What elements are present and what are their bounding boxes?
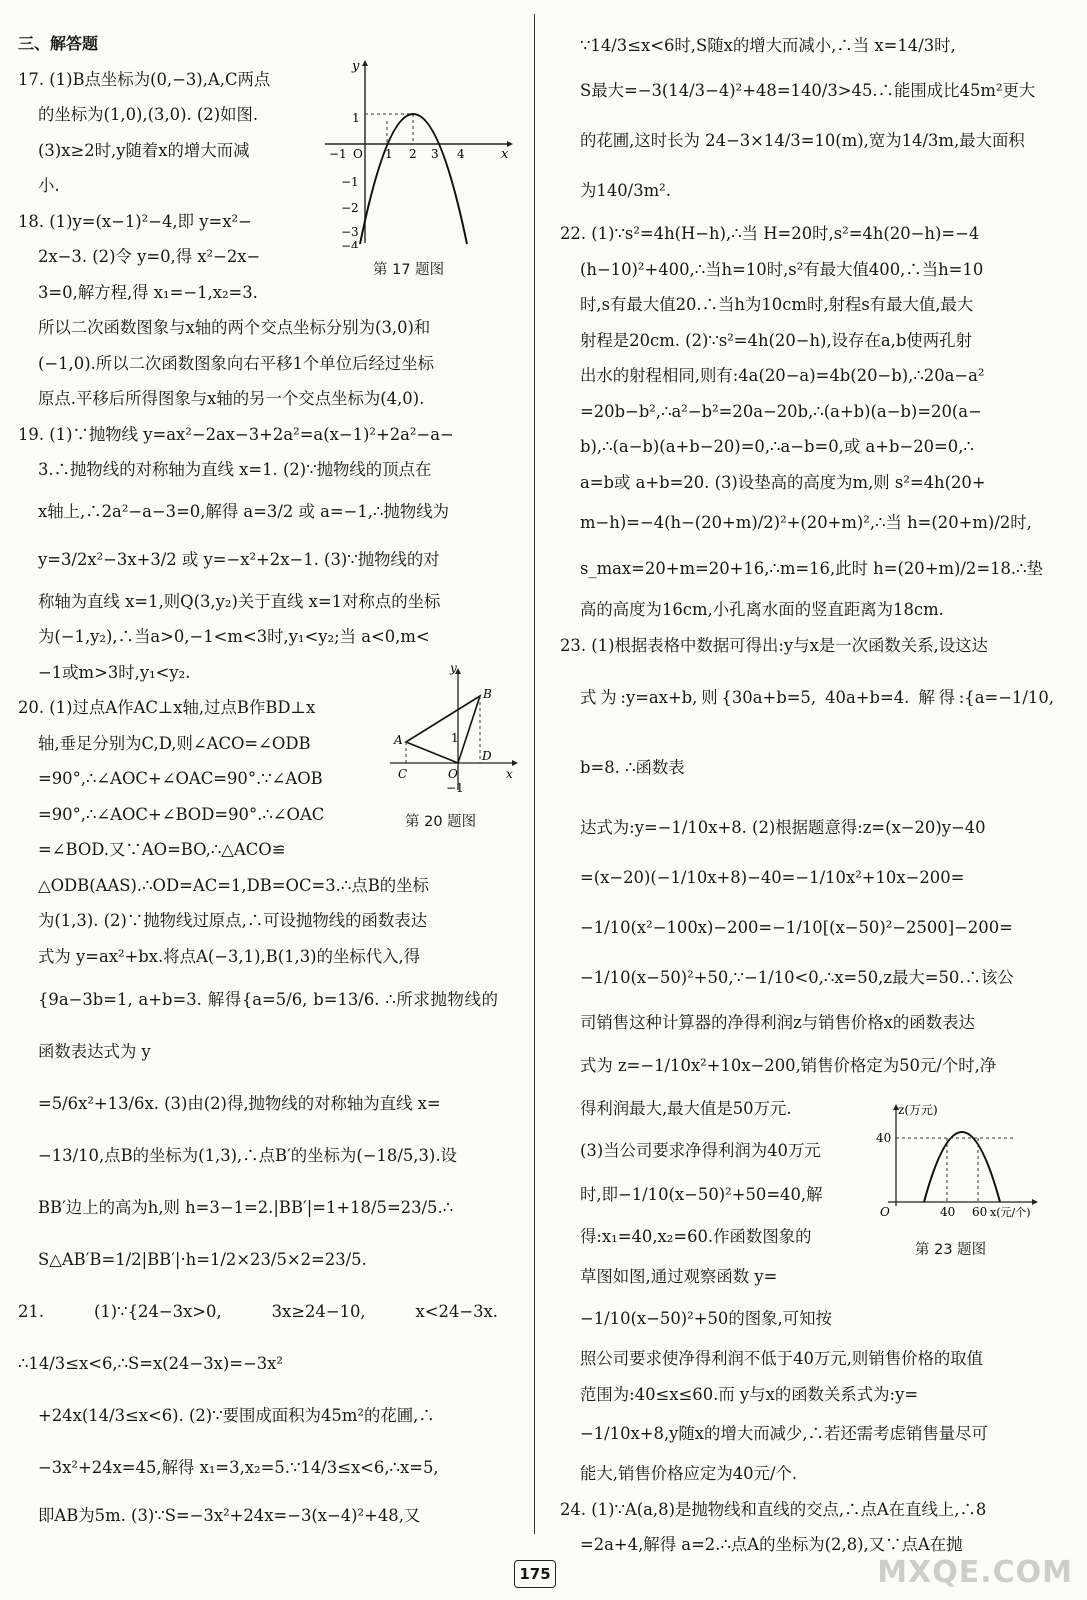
q17-line4: 小. — [38, 176, 60, 195]
f20-label-x: x — [506, 767, 513, 781]
q22-line8: a=b或 a+b=20. (3)设垫高的高度为m,则 s²=4h(20+ — [580, 472, 986, 492]
q18-line4: 所以二次函数图象与x轴的两个交点坐标分别为(3,0)和 — [38, 318, 431, 337]
f23-ylabel: z(万元) — [898, 1103, 938, 1117]
q24-line1: 24. (1)∵A(a,8)是抛物线和直线的交点,∴点A在直线上,∴8 — [560, 1499, 987, 1519]
figure-23-caption: 第 23 题图 — [915, 1242, 987, 1258]
q23-line15: 照公司要求使净得利润不低于40万元,则销售价格的取值 — [580, 1349, 984, 1368]
f17-tick-y-m4: −4 — [341, 239, 359, 248]
r-line3: 的花圃,这时长为 24−3×14/3=10(m),宽为14/3m,最大面积 — [580, 131, 1025, 150]
f23-x40: 40 — [940, 1205, 956, 1219]
q23-line14: −1/10(x−50)²+50的图象,可知按 — [580, 1309, 832, 1328]
q19-line2: 3.∴抛物线的对称轴为直线 x=1. (2)∵抛物线的顶点在 — [38, 460, 432, 479]
figure-20-caption: 第 20 题图 — [405, 814, 477, 830]
q22-line9: m−h)=−4(h−(20+m)/2)²+(20+m)²,∴当 h=(20+m)/2时, — [580, 513, 1032, 532]
figure-17-caption: 第 17 题图 — [373, 262, 445, 278]
q22-line3: 时,s有最大值20.∴当h为10cm时,射程s有最大值,最大 — [580, 295, 974, 314]
f17-tick-x2: 2 — [409, 147, 417, 161]
r-line4: 为140/3m². — [580, 181, 671, 200]
q18-line1: 18. (1)y=(x−1)²−4,即 y=x²− — [18, 211, 252, 231]
q21-line2: +24x(14/3≤x<6). (2)∵要围成面积为45m²的花圃,∴ — [38, 1406, 435, 1425]
q19-line4: y=3/2x²−3x+3/2 或 y=−x²+2x−1. (3)∵抛物线的对 — [38, 549, 440, 569]
figure-17-graph — [325, 58, 515, 248]
q22-line10: s_max=20+m=20+16,∴m=16,此时 h=(20+m)/2=18.∴垫 — [580, 559, 1043, 578]
q17-line3: (3)x≥2时,y随着x的增大而减 — [38, 140, 250, 160]
q20-line8: 式为 y=ax²+bx.将点A(−3,1),B(1,3)的坐标代入,得 — [38, 946, 421, 966]
q18-line3: 3=0,解方程,得 x₁=−1,x₂=3. — [38, 282, 258, 302]
q23-line10: (3)当公司要求净得利润为40万元 — [580, 1141, 821, 1160]
q23-line9: 得利润最大,最大值是50万元. — [580, 1099, 792, 1118]
figure-23-graph — [872, 1102, 1052, 1222]
q22-line11: 高的高度为16cm,小孔离水面的竖直距离为18cm. — [580, 600, 944, 619]
q19-line7: −1或m>3时,y₁<y₂. — [38, 662, 191, 682]
q23-line3: 达式为:y=−1/10x+8. (2)根据题意得:z=(x−20)y−40 — [580, 818, 986, 837]
q20-line2: 轴,垂足分别为C,D,则∠ACO=∠ODB — [38, 733, 311, 753]
f20-label-a: A — [394, 733, 403, 747]
f20-segment-ab — [406, 696, 480, 742]
q21-line3: −3x²+24x=45,解得 x₁=3,x₂=5.∵14/3≤x<6,∴x=5, — [38, 1458, 439, 1477]
q19-line1: 19. (1)∵抛物线 y=ax²−2ax−3+2a²=a(x−1)²+2a²−a− — [18, 424, 454, 444]
f17-tick-x1: 1 — [385, 147, 393, 161]
r-line1: ∵14/3≤x<6时,S随x的增大而减小,∴当 x=14/3时, — [580, 36, 956, 55]
section-title: 三、解答题 — [18, 34, 99, 53]
q20-line3: =90°,∴∠AOC+∠OAC=90°.∵∠AOB — [38, 769, 323, 788]
q21-line1: 21. (1)∵{24−3x>0, 3x≥24−10, x<24−3x. ∴14/3≤x<6,∴S=x(24−3x)=−3x² — [18, 1302, 498, 1373]
f17-tick-x-m1: −1 — [329, 147, 347, 161]
f17-tick-y-m2: −2 — [341, 201, 359, 215]
f17-tick-y1: 1 — [352, 111, 360, 125]
q21-line4: 即AB为5m. (3)∵S=−3x²+24x=−3(x−4)²+48,又 — [38, 1506, 421, 1525]
q20-line1: 20. (1)过点A作AC⊥x轴,过点B作BD⊥x — [18, 698, 316, 717]
q23-line16: 范围为:40≤x≤60.而 y与x的函数关系式为:y= — [580, 1384, 919, 1404]
q23-line1: 23. (1)根据表格中数据可得出:y与x是一次函数关系,设这达 — [560, 635, 988, 655]
q20-line6: △ODB(AAS).∴OD=AC=1,DB=OC=3.∴点B的坐标 — [38, 875, 429, 895]
q19-line6: 为(−1,y₂),∴当a>0,−1<m<3时,y₁<y₂;当 a<0,m< — [38, 627, 430, 646]
q22-line4: 射程是20cm. (2)∵s²=4h(20−h),设存在a,b使两孔射 — [580, 330, 972, 350]
f20-label-d: D — [482, 749, 492, 763]
q18-line2: 2x−3. (2)令 y=0,得 x²−2x− — [38, 247, 261, 266]
f20-triangle — [406, 696, 480, 763]
q23-line18: 能大,销售价格应定为40元/个. — [580, 1464, 798, 1483]
q19-line3: x轴上,∴2a²−a−3=0,解得 a=3/2 或 a=−1,∴抛物线为 — [38, 501, 449, 521]
f20-label-1: 1 — [451, 731, 459, 745]
q23-line5: −1/10(x²−100x)−200=−1/10[(x−50)²−2500]−200= — [580, 918, 1013, 937]
q18-line6: 原点.平移后所得图象与x轴的另一个交点坐标为(4,0). — [38, 389, 425, 408]
figure-17 — [325, 58, 515, 252]
f17-tick-origin: O — [353, 147, 363, 161]
figure-20-graph — [390, 660, 520, 800]
f23-origin: O — [880, 1205, 890, 1219]
f17-ticks — [329, 111, 465, 248]
q18-line5: (−1,0).所以二次函数图象向右平移1个单位后经过坐标 — [38, 353, 435, 373]
f20-label-m1: −1 — [446, 781, 464, 795]
f23-parabola — [924, 1132, 1000, 1202]
f17-x-label: x — [501, 147, 509, 162]
f20-x-arrow — [512, 760, 518, 766]
f17-y-label: y — [352, 59, 360, 74]
q23-line13: 草图如图,通过观察函数 y= — [580, 1267, 778, 1286]
q20-line9: {9a−3b=1, a+b=3. 解得{a=5/6, b=13/6. ∴所求抛物线的函数表达式为 y — [38, 990, 498, 1061]
f23-x60: 60 — [972, 1205, 988, 1219]
right-column — [560, 26, 1054, 1563]
q22-line6: =20b−b²,∴a²−b²=20a−20b,∴(a+b)(a−b)=20(a− — [580, 401, 982, 421]
f23-xlabel: x(元/个) — [990, 1206, 1031, 1219]
q23-line12: 得:x₁=40,x₂=60.作函数图象的 — [580, 1227, 812, 1246]
q22-line5: 出水的射程相同,则有:4a(20−a)=4b(20−b),∴20a−a² — [580, 366, 985, 385]
q19-line5: 称轴为直线 x=1,则Q(3,y₂)关于直线 x=1对称点的坐标 — [38, 591, 441, 611]
watermark: MXQE.COM — [877, 1555, 1073, 1590]
q23-line11: 时,即−1/10(x−50)²+50=40,解 — [580, 1185, 823, 1204]
q20-line4: =90°,∴∠AOC+∠BOD=90°.∴∠OAC — [38, 804, 325, 824]
f23-x-arrow — [1032, 1199, 1038, 1205]
q23-line7: 司销售这种计算器的净得利润z与销售价格x的函数表达 — [580, 1013, 975, 1032]
f17-tick-x3: 3 — [431, 147, 439, 161]
q17-line1: 17. (1)B点坐标为(0,−3),A,C两点 — [18, 69, 271, 89]
q24-line2: =2a+4,解得 a=2.∴点A的坐标为(2,8),又∵点A在抛 — [580, 1535, 963, 1554]
q23-line4: =(x−20)(−1/10x+8)−40=−1/10x²+10x−200= — [580, 868, 965, 887]
figure-23 — [872, 1102, 1052, 1226]
f20-label-b: B — [483, 687, 492, 701]
q20-line7: 为(1,3). (2)∵抛物线过原点,∴可设抛物线的函数表达 — [38, 911, 428, 930]
f20-label-y: y — [450, 661, 457, 675]
q20-line11: −13/10,点B的坐标为(1,3),∴点B′的坐标为(−18/5,3).设 — [38, 1146, 457, 1165]
q22-line1: 22. (1)∵s²=4h(H−h),∴当 H=20时,s²=4h(20−h)=−4 — [560, 224, 980, 243]
q23-line6: −1/10(x−50)²+50,∵−1/10<0,∴x=50,z最大=50.∴该公 — [580, 968, 1014, 987]
f17-tick-y-m3: −3 — [341, 225, 359, 239]
q20-line13: S△AB′B=1/2|BB′|·h=1/2×23/5×2=23/5. — [38, 1250, 367, 1269]
figure-20 — [390, 660, 520, 804]
q20-line12: BB′边上的高为h,则 h=3−1=2.|BB′|=1+18/5=23/5.∴ — [38, 1198, 454, 1217]
column-divider — [534, 14, 535, 1534]
f17-tick-y-m1: −1 — [341, 175, 359, 189]
q22-line7: b),∴(a−b)(a+b−20)=0,∴a−b=0,或 a+b−20=0,∴ — [580, 437, 974, 456]
q23-line8: 式为 z=−1/10x²+10x−200,销售价格定为50元/个时,净 — [580, 1056, 997, 1075]
q23-line17: −1/10x+8,y随x的增大而减少,∴若还需考虑销售量尽可 — [580, 1424, 988, 1443]
f20-label-c: C — [398, 767, 408, 781]
f20-labels — [393, 661, 513, 795]
q23-line2: 式为:y=ax+b,则{30a+b=5, 40a+b=4. 解得:{a=−1/10, b=8. ∴函数表 — [580, 688, 1054, 777]
page-number: 175 — [514, 1560, 556, 1588]
q20-line10: =5/6x²+13/6x. (3)由(2)得,抛物线的对称轴为直线 x= — [38, 1094, 441, 1113]
f23-y40: 40 — [876, 1131, 892, 1145]
f20-label-o: O — [448, 767, 458, 781]
q17-line2: 的坐标为(1,0),(3,0). (2)如图. — [38, 105, 259, 124]
r-line2: S最大=−3(14/3−4)²+48=140/3>45.∴能围成比45m²更大 — [580, 81, 1036, 100]
f17-y-arrow — [362, 60, 368, 66]
f17-tick-x4: 4 — [457, 147, 465, 161]
q22-line2: (h−10)²+400,∴当h=10时,s²有最大值400,∴当h=10 — [580, 259, 984, 279]
q20-line5: =∠BOD.又∵AO=BO,∴△ACO≌ — [38, 840, 286, 859]
